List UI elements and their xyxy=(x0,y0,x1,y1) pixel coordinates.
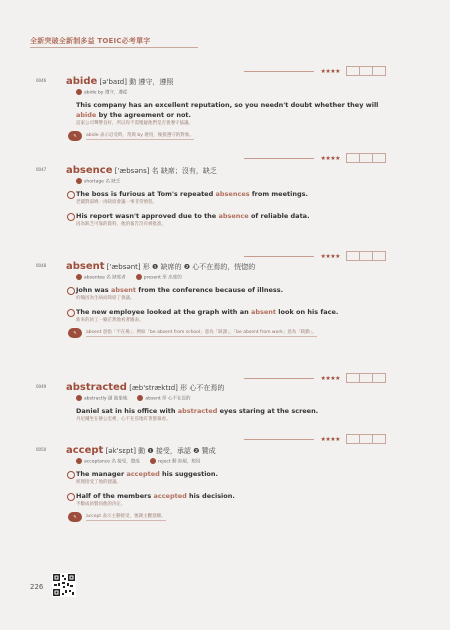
example-bullet-icon xyxy=(67,191,75,199)
example-text: Daniel sat in his office with xyxy=(76,406,178,415)
review-checkboxes[interactable] xyxy=(346,66,386,76)
review-checkboxes[interactable] xyxy=(346,434,386,444)
derivatives xyxy=(76,178,386,185)
example-highlight: absence xyxy=(218,211,249,220)
example-highlight: absent xyxy=(250,307,277,316)
page-header: 全新突破全新制多益 TOEIC必考單字 xyxy=(30,37,151,45)
example-translation: 半數成員贊同他的決定。 xyxy=(76,501,126,507)
pronunciation-definition: [ə'baɪd] 動 遵守，遵照 xyxy=(97,78,174,86)
note-icon: ✎ xyxy=(68,512,82,522)
example-text: by the agreement or not. xyxy=(96,110,192,119)
derivatives xyxy=(76,458,386,465)
pronunciation-definition: [ək'sɛpt] 動 ❶ 接受，承認 ❷ 贊成 xyxy=(103,447,216,455)
divider xyxy=(244,439,314,440)
star-rating: ★★★★ xyxy=(320,374,340,382)
frequency-row xyxy=(244,153,386,163)
entry-abstracted xyxy=(36,382,386,424)
derivative: abstractly 副 抽象地 xyxy=(84,396,128,402)
frequency-row xyxy=(244,434,386,444)
example-text: from the conference because of illness. xyxy=(136,285,284,294)
example-text: The manager xyxy=(76,469,127,478)
example-text: his suggestion. xyxy=(159,469,218,478)
antonym-icon xyxy=(150,458,156,464)
example xyxy=(76,100,386,128)
derivative: acceptance 名 接受，贊成 xyxy=(84,459,140,465)
entry-number: 0049 xyxy=(36,384,47,389)
example-highlight: absences xyxy=(215,189,250,198)
example-translation: 這家公司聲譽良好，所以你不需懷疑他們是否會遵守協議。 xyxy=(76,120,193,126)
headword: abstracted xyxy=(66,382,127,393)
antonym-icon xyxy=(136,274,142,280)
example-bullet-icon xyxy=(67,471,75,479)
example-text: eyes staring at the screen. xyxy=(217,406,319,415)
header-rule xyxy=(30,47,198,48)
example-highlight: abide xyxy=(76,110,97,119)
example-highlight: accepted xyxy=(126,469,160,478)
headword: absent xyxy=(66,261,105,272)
note-icon: ✎ xyxy=(68,131,82,141)
derivative: abide by 遵守，遵從 xyxy=(84,90,128,96)
derivatives xyxy=(76,274,386,281)
headword: abide xyxy=(66,76,98,87)
entry-number: 0047 xyxy=(36,167,47,172)
entry-absent xyxy=(36,261,386,338)
entry-number: 0046 xyxy=(36,78,47,83)
headword: absence xyxy=(66,165,113,176)
example-text: This company has an excellent reputation, so you needn't doubt whether they will xyxy=(76,100,379,109)
review-checkboxes[interactable] xyxy=(346,153,386,163)
review-checkboxes[interactable] xyxy=(346,251,386,261)
note-icon: ✎ xyxy=(68,328,82,338)
example-text: from meetings. xyxy=(249,189,308,198)
example xyxy=(76,285,386,303)
example-translation: 丹尼爾坐在辦公室裡，心不在焉地盯著螢幕看。 xyxy=(76,416,171,422)
synonym-icon xyxy=(137,395,143,401)
example-highlight: accepted xyxy=(153,491,187,500)
page-number: 226 xyxy=(30,583,44,591)
derivatives xyxy=(76,395,386,402)
note-text: abide 表示忍受時，常與 by 連用，後接遵守的對象。 xyxy=(86,132,194,138)
example-text: John was xyxy=(76,285,111,294)
pronunciation-definition: ['æbsəns] 名 缺席；沒有，缺乏 xyxy=(112,167,217,175)
example-text: look on his face. xyxy=(276,307,339,316)
star-rating: ★★★★ xyxy=(320,252,340,260)
example xyxy=(76,211,386,229)
entry-accept xyxy=(36,445,386,522)
usage-note xyxy=(68,328,386,338)
usage-note xyxy=(68,131,386,141)
star-rating: ★★★★ xyxy=(320,435,340,443)
related-icon xyxy=(76,458,82,464)
entry-absence xyxy=(36,165,386,229)
example-text: His report wasn't approved due to the xyxy=(76,211,219,220)
note-text: absent 意指「不在場」；例如「be absent from school」意為「缺課」，「be absent from work」意為「缺勤」。 xyxy=(86,329,317,335)
frequency-row xyxy=(244,251,386,261)
example xyxy=(76,406,386,424)
example xyxy=(76,307,386,325)
derivative: absentee 名 缺席者 xyxy=(84,275,126,281)
entry-number: 0048 xyxy=(36,263,47,268)
divider xyxy=(244,71,314,72)
star-rating: ★★★★ xyxy=(320,67,340,75)
derivative: present 形 出席的 xyxy=(143,275,182,281)
derivative: absent 形 心不在焉的 xyxy=(145,396,191,402)
example-text: of reliable data. xyxy=(248,211,310,220)
pronunciation-definition: [æb'stræktɪd] 形 心不在焉的 xyxy=(126,384,225,392)
headword: accept xyxy=(66,445,104,456)
example-translation: 老闆對湯姆一再缺席會議一事非常憤怒。 xyxy=(76,199,157,205)
related-icon xyxy=(76,178,82,184)
example-bullet-icon xyxy=(67,287,75,295)
related-icon xyxy=(76,89,82,95)
divider xyxy=(244,158,314,159)
related-icon xyxy=(76,274,82,280)
example xyxy=(76,491,386,509)
related-icon xyxy=(76,395,82,401)
derivatives xyxy=(76,89,386,96)
divider xyxy=(244,378,314,379)
example-highlight: abstracted xyxy=(177,406,218,415)
entry-abide xyxy=(36,76,386,141)
example-translation: 經理接受了他的建議。 xyxy=(76,479,121,485)
example-text: The new employee looked at the graph with an xyxy=(76,307,251,316)
star-rating: ★★★★ xyxy=(320,154,340,162)
entry-number: 0050 xyxy=(36,447,47,452)
example-translation: 約翰因為生病而缺席了會議。 xyxy=(76,295,135,301)
example-bullet-icon xyxy=(67,493,75,501)
example-text: Half of the members xyxy=(76,491,154,500)
divider xyxy=(244,256,314,257)
example xyxy=(76,189,386,207)
example-translation: 新來的員工一臉茫然地看著圖表。 xyxy=(76,317,144,323)
frequency-row xyxy=(244,66,386,76)
pronunciation-definition: ['æbsənt] 形 ❶ 缺席的 ❷ 心不在焉的，恍惚的 xyxy=(104,263,256,271)
example-highlight: absent xyxy=(110,285,136,294)
example-text: his decision. xyxy=(186,491,235,500)
qr-code-icon[interactable] xyxy=(52,573,76,597)
derivative: shortage 名 缺乏 xyxy=(84,179,121,185)
note-text: accept 表示主動接受，強調主觀意願。 xyxy=(86,513,166,519)
example-bullet-icon xyxy=(67,309,75,317)
usage-note xyxy=(68,512,386,522)
derivative: reject 動 拒絕，駁回 xyxy=(157,459,201,465)
example-translation: 因為缺乏可靠的資料，他的報告沒有被批准。 xyxy=(76,221,166,227)
example xyxy=(76,469,386,487)
example-bullet-icon xyxy=(67,213,75,221)
example-text: The boss is furious at Tom's repeated xyxy=(76,189,216,198)
